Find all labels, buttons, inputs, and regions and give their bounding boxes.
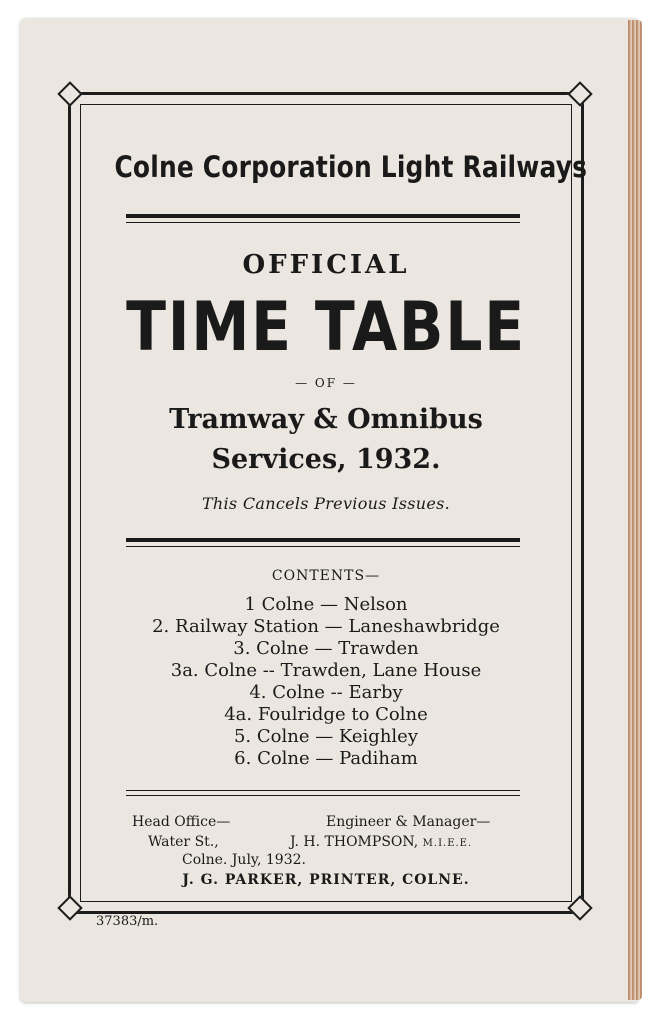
- cancellation-notice: This Cancels Previous Issues.: [201, 494, 451, 513]
- divider-rule-thin: [126, 795, 520, 796]
- engineer-qualification: M.I.E.E.: [422, 838, 473, 849]
- engineer-name-line: J. H. THOMPSON, M.I.E.E.: [290, 834, 473, 850]
- divider-rule: [126, 538, 520, 542]
- printer-credit: J. G. PARKER, PRINTER, COLNE.: [182, 872, 470, 888]
- head-office-street: Water St.,: [148, 834, 219, 850]
- divider-rule-thin: [126, 222, 520, 223]
- contents-item: 4a. Foulridge to Colne: [224, 704, 428, 725]
- contents-heading: CONTENTS—: [271, 568, 381, 584]
- head-office-label: Head Office—: [132, 814, 231, 830]
- divider-rule: [126, 214, 520, 218]
- head-office-town-date: Colne. July, 1932.: [182, 852, 306, 868]
- timetable-heading: TIME TABLE: [126, 288, 526, 367]
- divider-rule-thin: [126, 546, 520, 547]
- engineer-name: J. H. THOMPSON: [290, 834, 414, 850]
- contents-item: 1 Colne — Nelson: [244, 594, 408, 615]
- contents-item: 5. Colne — Keighley: [233, 726, 419, 747]
- contents-item: 6. Colne — Padiham: [234, 748, 418, 769]
- contents-item: 4. Colne -- Earby: [249, 682, 403, 703]
- contents-item: 2. Railway Station — Laneshawbridge: [152, 616, 500, 637]
- contents-item: 3a. Colne -- Trawden, Lane House: [170, 660, 482, 681]
- of-connector: — OF —: [295, 376, 357, 390]
- contents-item: 3. Colne — Trawden: [233, 638, 419, 659]
- contents-list: [80, 594, 572, 770]
- engineer-label: Engineer & Manager—: [326, 814, 491, 830]
- page-edges: [628, 20, 642, 1000]
- print-reference: 37383/m.: [96, 914, 159, 929]
- divider-rule-thin: [126, 790, 520, 791]
- services-title-line1: Tramway & Omnibus: [169, 404, 483, 435]
- services-title-line2: Services, 1932.: [211, 444, 441, 475]
- company-name: Colne Corporation Light Railways: [114, 150, 588, 184]
- official-heading: OFFICIAL: [242, 250, 410, 280]
